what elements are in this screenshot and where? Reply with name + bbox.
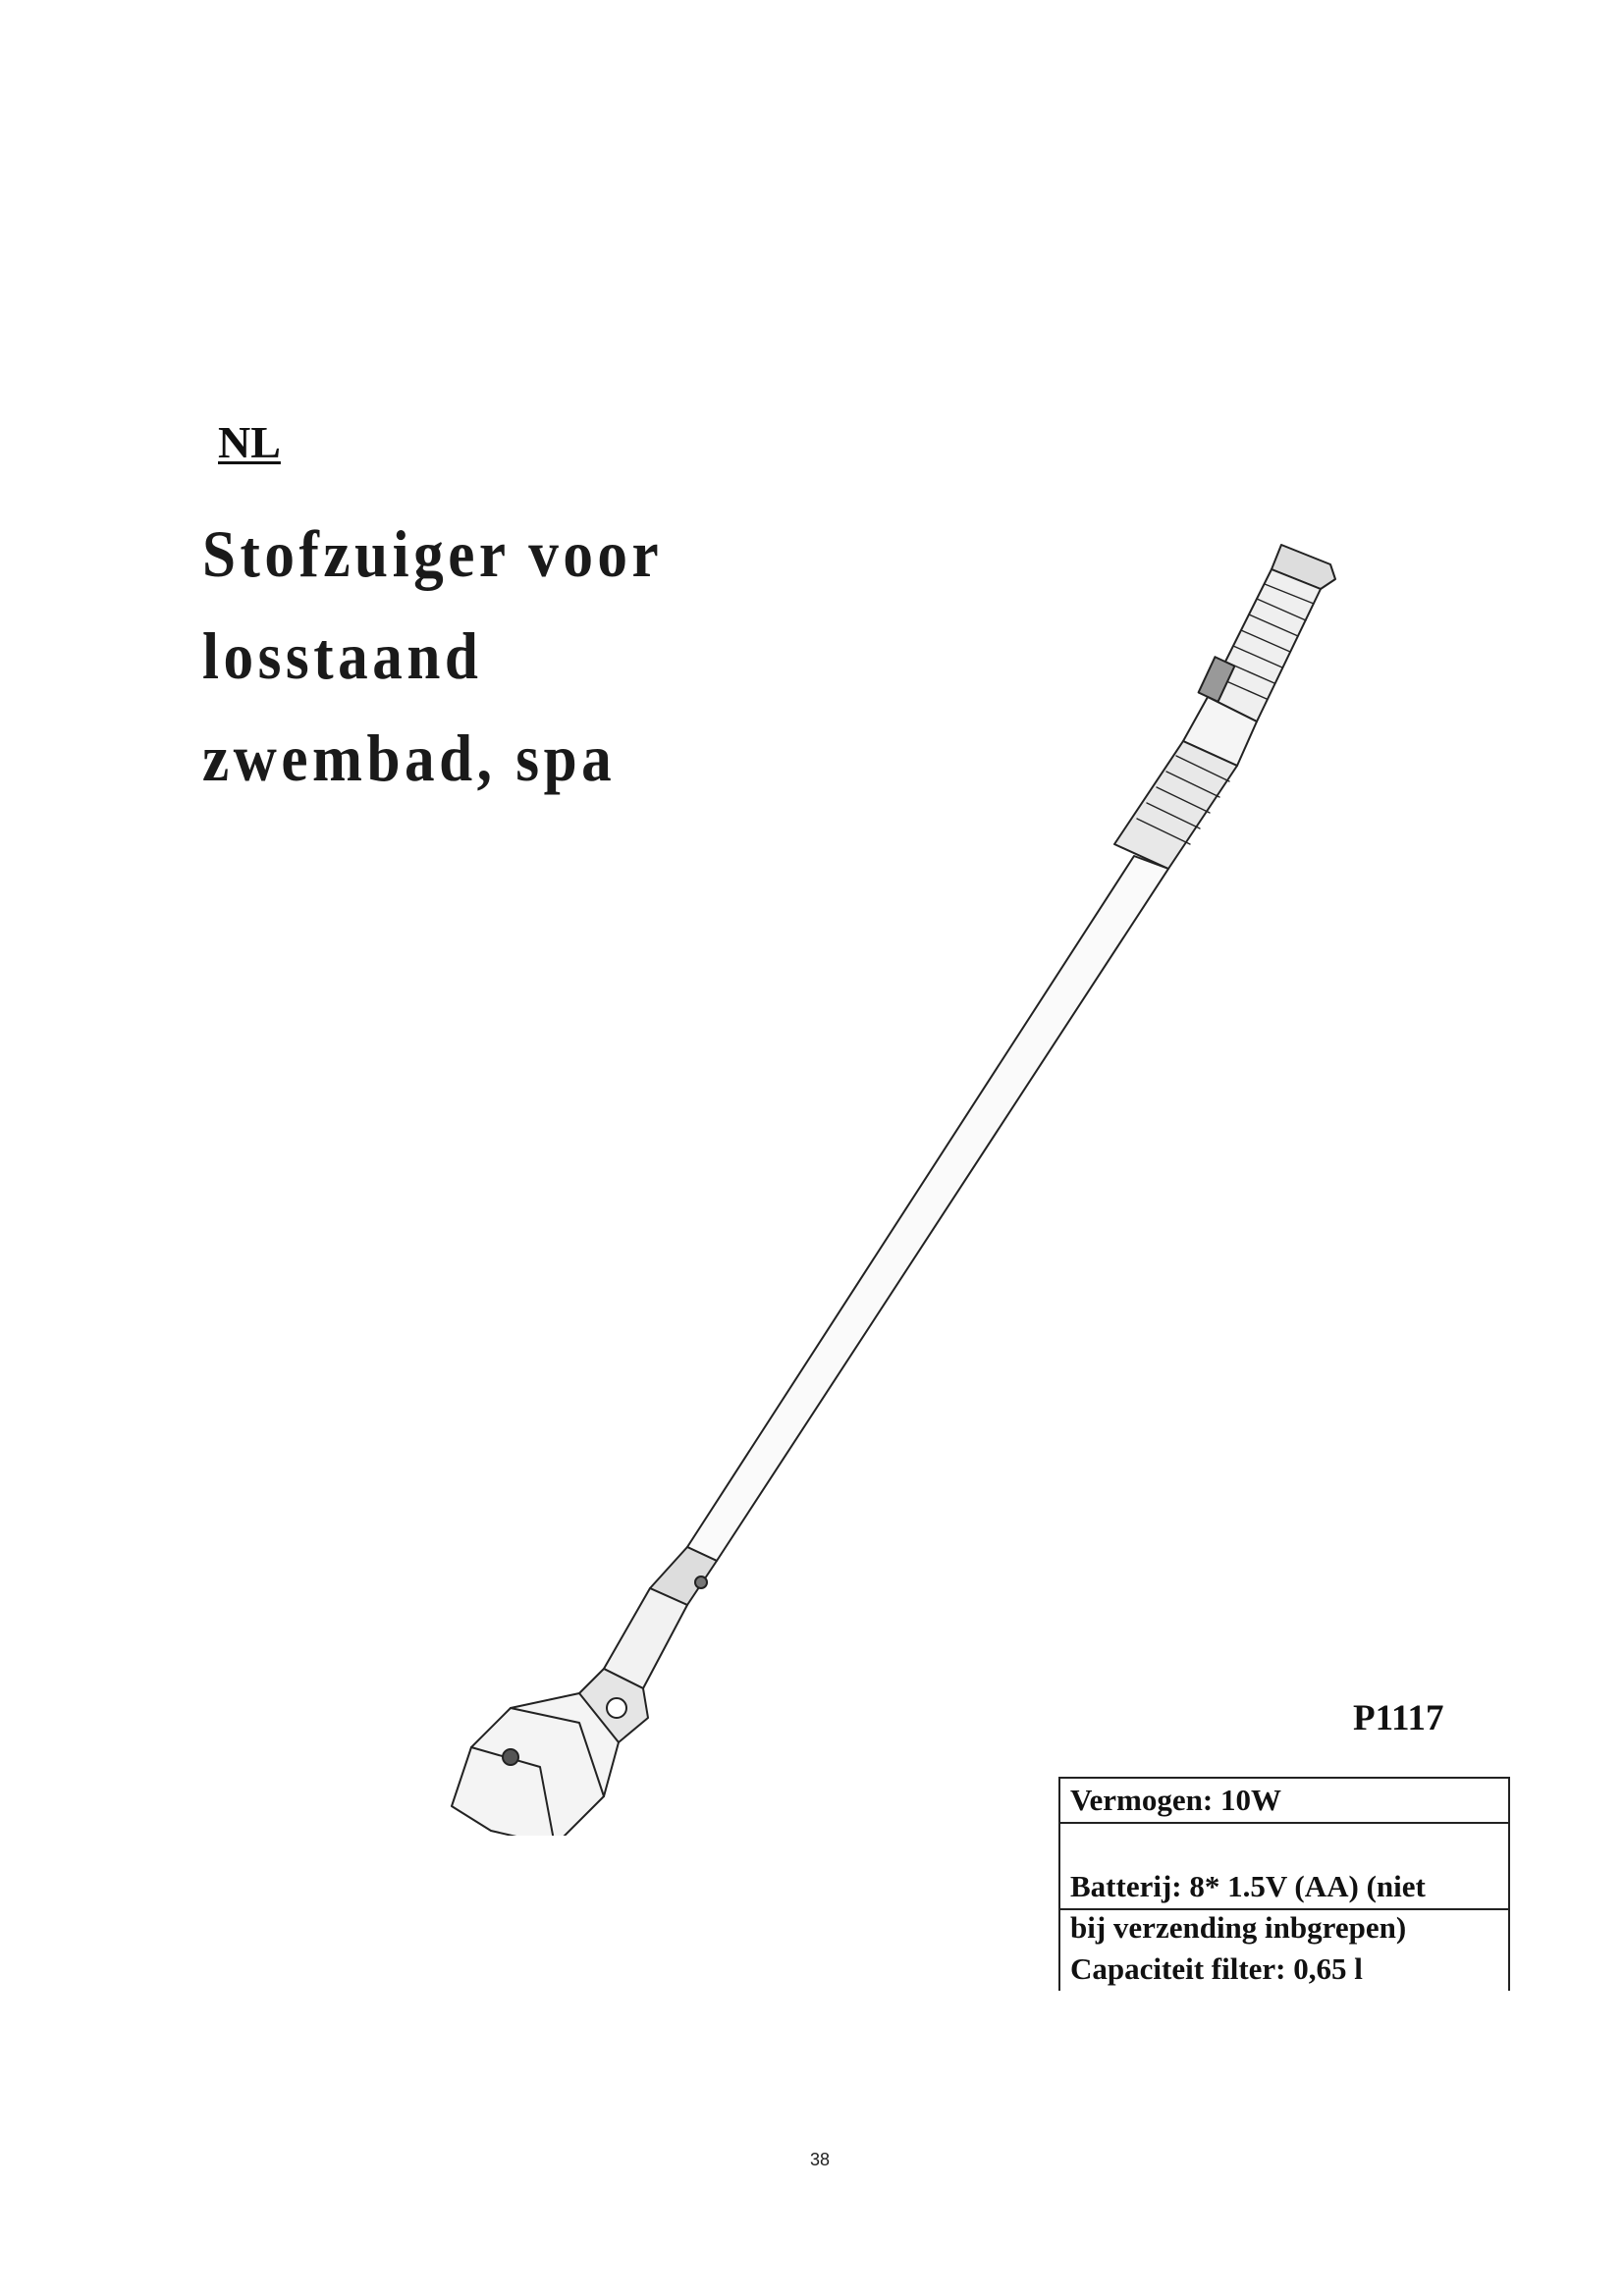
spec-battery-line-1: Batterij: 8* 1.5V (AA) (niet (1070, 1869, 1426, 1903)
spec-battery-line-2: bij verzending inbgrepen) (1070, 1910, 1407, 1945)
spec-filter-capacity: Capaciteit filter: 0,65 l (1070, 1951, 1363, 1986)
spec-power: Vermogen: 10W (1070, 1783, 1281, 1817)
telescopic-pole (687, 856, 1168, 1561)
title-line-1: Stofzuiger voor losstaand (202, 516, 663, 693)
language-code: NL (218, 417, 281, 467)
specifications-table (1058, 1777, 1510, 1991)
vacuum-product-illustration (393, 530, 1375, 1836)
handle-grip (1208, 569, 1321, 721)
title-line-2: zwembad, spa (202, 721, 617, 795)
model-number: P1117 (1353, 1698, 1444, 1738)
page-number: 38 (809, 2150, 831, 2169)
upper-coupling (1114, 741, 1237, 869)
